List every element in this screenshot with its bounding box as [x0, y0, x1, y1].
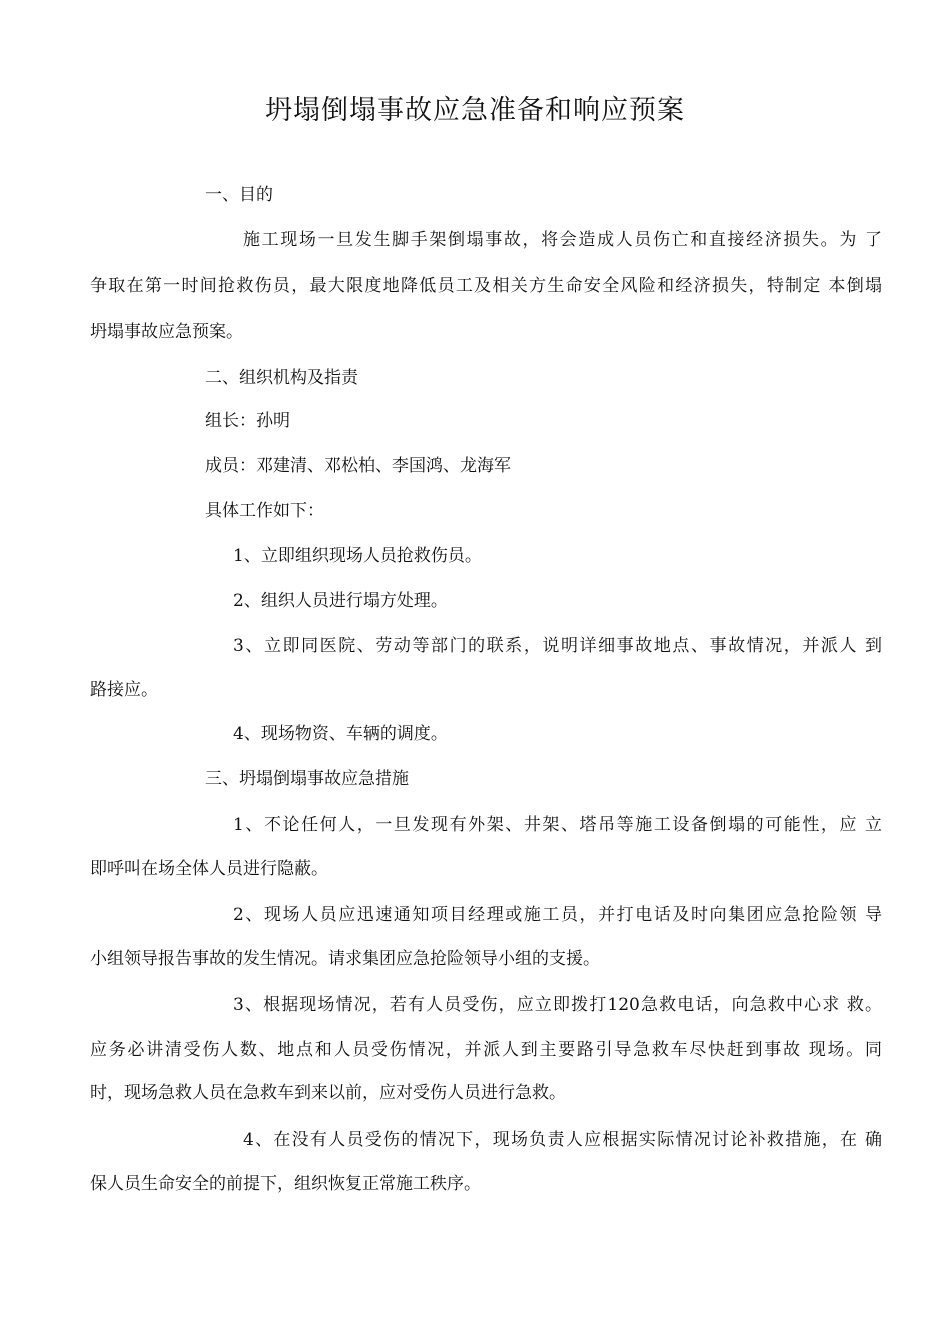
measure-3-line-3: 时，现场急救人员在急救车到来以前，应对受伤人员进行急救。 — [90, 1083, 566, 1103]
section-heading-organization: 二、组织机构及指责 — [205, 368, 358, 388]
measure-2-line-2: 小组领导报告事故的发生情况。请求集团应急抢险领导小组的支援。 — [90, 949, 600, 969]
team-members: 成员：邓建清、邓松柏、李国鸿、龙海军 — [205, 456, 511, 476]
work-item-1: 1、立即组织现场人员抢救伤员。 — [233, 546, 482, 566]
measure-3-line-1: 3、根据现场情况，若有人员受伤，应立即拨打120急救电话，向急救中心求 救。 — [233, 995, 882, 1015]
work-item-3-line-1: 3、立即同医院、劳动等部门的联系，说明详细事故地点、事故情况，并派人 到 — [233, 636, 882, 656]
work-item-3-line-2: 路接应。 — [90, 680, 158, 700]
work-item-2: 2、组织人员进行塌方处理。 — [233, 591, 448, 611]
work-item-4: 4、现场物资、车辆的调度。 — [233, 724, 448, 744]
measure-1-line-1: 1、不论任何人，一旦发现有外架、井架、塔吊等施工设备倒塌的可能性，应 立 — [233, 815, 882, 835]
measure-4-line-1: 4、在没有人员受伤的情况下，现场负责人应根据实际情况讨论补救措施，在 确 — [243, 1130, 882, 1150]
measure-1-line-2: 即呼叫在场全体人员进行隐蔽。 — [90, 859, 328, 879]
purpose-paragraph-line-1: 施工现场一旦发生脚手架倒塌事故，将会造成人员伤亡和直接经济损失。为 了 — [243, 230, 882, 250]
section-heading-measures: 三、坍塌倒塌事故应急措施 — [205, 769, 409, 789]
document-title: 坍塌倒塌事故应急准备和响应预案 — [265, 95, 685, 126]
team-leader: 组长：孙明 — [205, 411, 290, 431]
measure-4-line-2: 保人员生命安全的前提下，组织恢复正常施工秩序。 — [90, 1174, 481, 1194]
purpose-paragraph-line-3: 坍塌事故应急预案。 — [90, 322, 243, 342]
purpose-paragraph-line-2: 争取在第一时间抢救伤员，最大限度地降低员工及相关方生命安全风险和经济损失，特制定 本倒塌 — [90, 276, 882, 296]
work-intro: 具体工作如下： — [205, 501, 324, 521]
measure-3-line-2: 应务必讲清受伤人数、地点和人员受伤情况，并派人到主要路引导急救车尽快赶到事故 现场。同 — [90, 1040, 882, 1060]
measure-2-line-1: 2、现场人员应迅速通知项目经理或施工员，并打电话及时向集团应急抢险领 导 — [233, 905, 882, 925]
section-heading-purpose: 一、目的 — [205, 185, 273, 205]
